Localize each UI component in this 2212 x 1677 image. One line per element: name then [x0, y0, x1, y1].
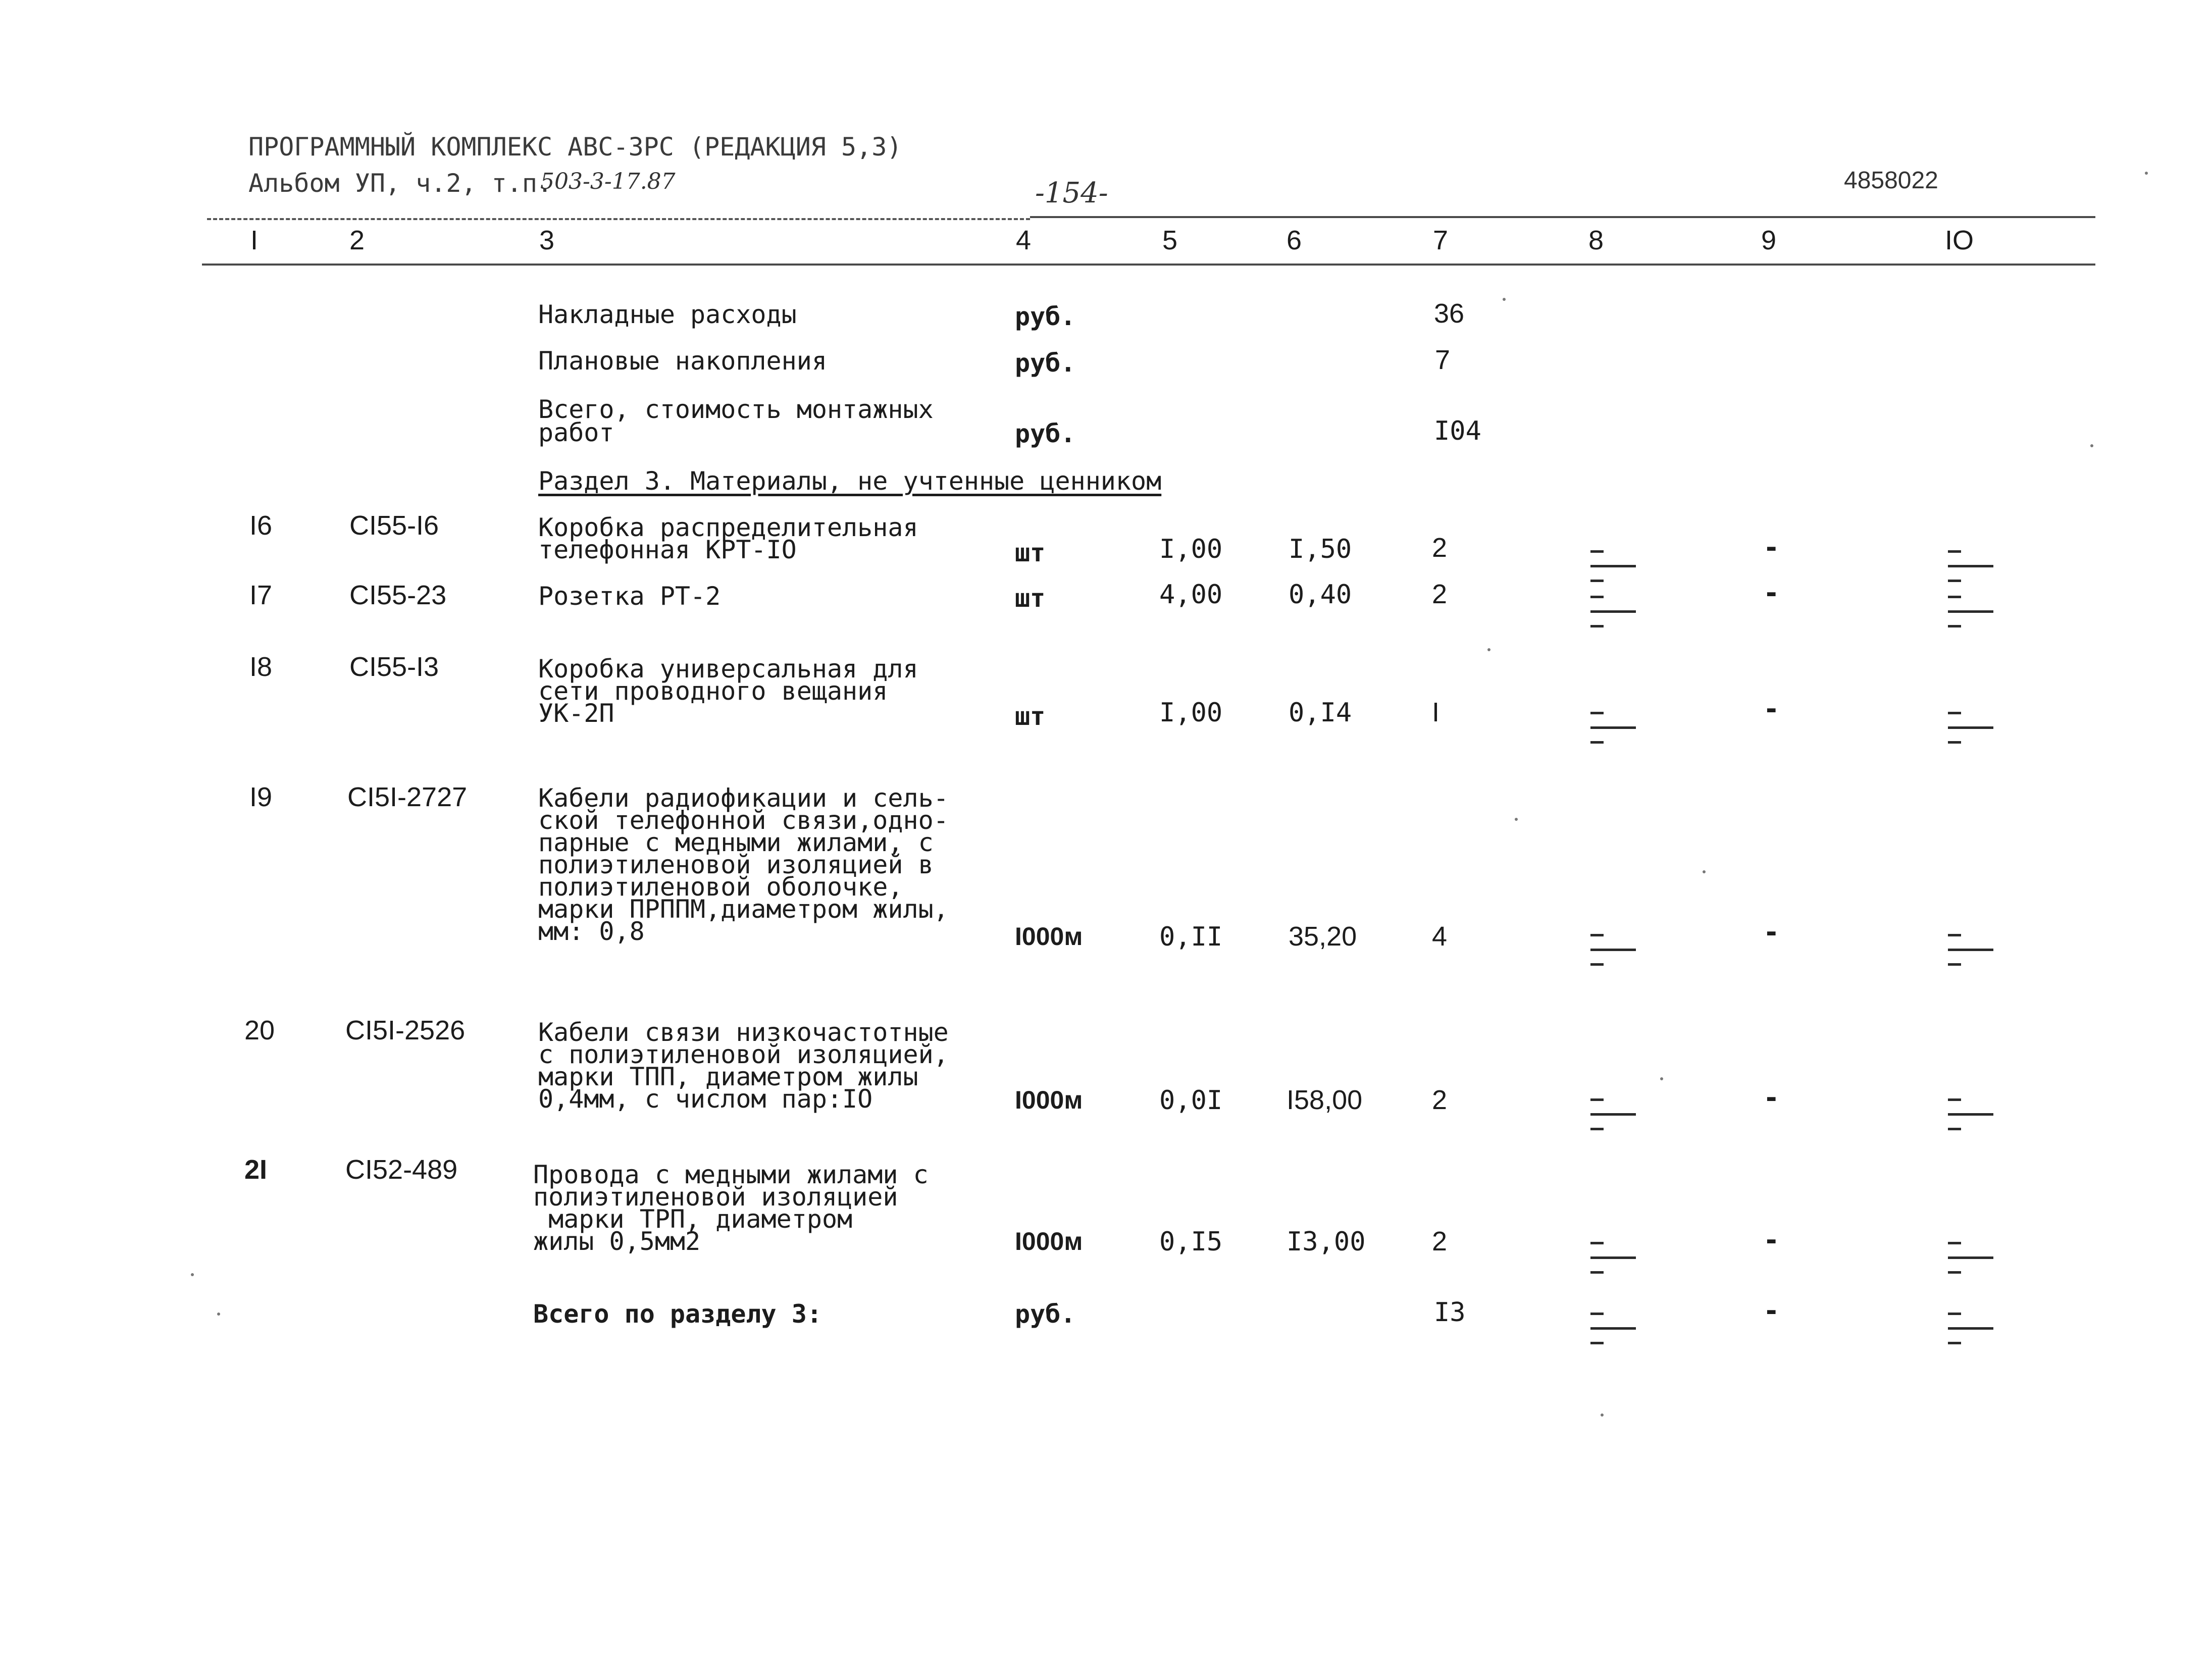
item-17-col10-dash-marks	[1948, 596, 1993, 640]
item-20-total: 2	[1432, 1085, 1448, 1115]
column-header-5: 5	[1162, 225, 1178, 255]
item-18-desc-line3: УК-2П	[538, 699, 614, 728]
item-16-qty: I,00	[1159, 534, 1223, 564]
item-18-total: I	[1432, 697, 1440, 727]
item-16-code: CI55-I6	[349, 510, 439, 541]
scan-speck	[1487, 648, 1490, 651]
header-top-rule-right	[1030, 216, 2095, 218]
scan-speck	[2090, 444, 2093, 447]
item-16-desc-line1: Коробка распределительная	[538, 513, 918, 542]
item-17-total: 2	[1432, 579, 1448, 609]
overhead-value: 36	[1434, 298, 1465, 329]
item-18-code: CI55-I3	[349, 652, 439, 682]
column-header-4: 4	[1016, 225, 1032, 255]
item-19-price: 35,20	[1289, 921, 1357, 952]
item-18-desc-line1: Коробка универсальная для	[538, 654, 918, 684]
section-3-total-col8-dash-marks	[1590, 1313, 1636, 1356]
program-header: ПРОГРАММНЫЙ КОМПЛЕКС АВС-ЗРС (РЕДАКЦИЯ 5,3)	[248, 132, 902, 162]
item-17-unit: шт	[1015, 584, 1046, 613]
item-20-col10-dash-marks	[1948, 1098, 1993, 1142]
item-16-col9-value: -	[1763, 532, 1780, 563]
item-18-col10-dash-marks	[1948, 712, 1993, 756]
item-18-desc-line2: сети проводного вещания	[538, 676, 888, 706]
installation-total-unit: руб.	[1015, 419, 1076, 448]
item-21-total: 2	[1432, 1226, 1448, 1256]
item-21-col9-value: -	[1763, 1224, 1780, 1256]
page-number: -154-	[1035, 177, 1108, 209]
item-17-number: I7	[249, 580, 273, 610]
scan-speck	[1515, 818, 1518, 821]
overhead-unit: руб.	[1015, 302, 1076, 331]
item-21-desc-line2: полиэтиленовой изоляцией	[533, 1182, 898, 1212]
item-17-desc-line1: Розетка РТ-2	[538, 582, 721, 611]
item-20-code: CI5I-2526	[345, 1015, 466, 1045]
item-17-col9-value: -	[1763, 577, 1780, 609]
section-3-total-unit: руб.	[1015, 1299, 1076, 1329]
item-19-unit: I000м	[1015, 922, 1083, 951]
scan-speck	[2145, 172, 2148, 175]
item-20-desc-line1: Кабели связи низкочастотные	[538, 1018, 949, 1047]
item-18-number: I8	[249, 652, 273, 682]
item-19-qty: 0,II	[1159, 922, 1223, 952]
item-21-desc-line1: Провода с медными жилами с	[533, 1160, 929, 1189]
column-header-1: I	[250, 225, 259, 255]
section-3-title: Раздел 3. Материалы, не учтенные ценником	[538, 466, 1162, 496]
column-header-6: 6	[1287, 225, 1302, 255]
scan-speck	[191, 1273, 194, 1276]
item-20-desc-line3: марки ТПП, диаметром жилы	[538, 1062, 918, 1091]
document-id: 4858022	[1844, 167, 1938, 194]
item-20-qty: 0,0I	[1159, 1085, 1223, 1116]
item-20-price: I58,00	[1287, 1085, 1363, 1115]
item-21-price: I3,00	[1287, 1227, 1366, 1257]
item-21-code: CI52-489	[345, 1155, 458, 1185]
item-18-price: 0,I4	[1289, 698, 1352, 728]
installation-total-label-line1: Всего, стоимость монтажных	[538, 395, 934, 424]
section-3-total-col10-dash-marks	[1948, 1313, 1993, 1356]
item-17-col8-dash-marks	[1590, 596, 1636, 640]
scan-speck	[1660, 1077, 1663, 1080]
item-17-price: 0,40	[1289, 580, 1352, 610]
item-16-col8-dash-marks	[1590, 550, 1636, 594]
header-top-rule-left	[207, 218, 1030, 220]
item-18-col9-value: -	[1763, 693, 1780, 725]
column-header-7: 7	[1433, 225, 1449, 255]
installation-total-label-line2: работ	[538, 418, 614, 447]
item-16-desc-line2: телефонная КРТ-IO	[538, 535, 797, 564]
item-21-unit: I000м	[1015, 1227, 1083, 1255]
installation-total-value: I04	[1434, 416, 1481, 446]
column-header-8: 8	[1588, 225, 1604, 255]
item-16-price: I,50	[1289, 534, 1352, 564]
item-21-qty: 0,I5	[1159, 1227, 1223, 1257]
item-21-desc-line3: марки ТРП, диаметром	[533, 1204, 853, 1234]
item-19-desc-line1: Кабели радиофикации и сель-	[538, 783, 949, 813]
item-16-col10-dash-marks	[1948, 550, 1993, 594]
item-16-total: 2	[1432, 533, 1448, 563]
item-19-total: 4	[1432, 921, 1448, 952]
item-19-number: I9	[249, 782, 273, 812]
item-19-desc-line6: марки ПРППМ,диаметром жилы,	[538, 895, 949, 924]
item-19-desc-line7: мм: 0,8	[538, 917, 645, 946]
item-18-col8-dash-marks	[1590, 712, 1636, 756]
item-17-code: CI55-23	[349, 580, 447, 610]
section-3-total-label: Всего по разделу 3:	[533, 1299, 822, 1329]
planned-savings-value: 7	[1435, 345, 1451, 375]
item-19-col8-dash-marks	[1590, 934, 1636, 978]
column-header-9: 9	[1761, 225, 1777, 255]
item-19-desc-line4: полиэтиленовой изоляцией в	[538, 850, 934, 879]
item-19-desc-line3: парные с медными жилами, с	[538, 828, 934, 857]
scan-speck	[1503, 298, 1506, 301]
item-18-qty: I,00	[1159, 698, 1223, 728]
section-3-total-col9-value: -	[1763, 1295, 1780, 1327]
item-19-col9-value: -	[1763, 916, 1780, 948]
item-21-number: 2I	[244, 1155, 268, 1185]
item-19-code: CI5I-2727	[347, 782, 468, 812]
item-19-desc-line5: полиэтиленовой оболочке,	[538, 872, 903, 902]
scan-speck	[1601, 1413, 1604, 1417]
item-20-desc-line4: 0,4мм, с числом пар:IO	[538, 1084, 873, 1114]
item-21-col8-dash-marks	[1590, 1242, 1636, 1286]
item-18-unit: шт	[1015, 702, 1046, 731]
item-20-col8-dash-marks	[1590, 1098, 1636, 1142]
column-header-2: 2	[349, 225, 365, 255]
header-bottom-rule	[202, 264, 2095, 266]
item-20-desc-line2: с полиэтиленовой изоляцией,	[538, 1040, 949, 1069]
planned-savings-label: Плановые накопления	[538, 346, 827, 376]
scan-speck	[1703, 870, 1706, 873]
item-20-col9-value: -	[1763, 1082, 1780, 1114]
column-header-3: 3	[539, 225, 555, 255]
item-20-unit: I000м	[1015, 1086, 1083, 1114]
item-16-number: I6	[249, 510, 273, 541]
section-3-total-value: I3	[1434, 1297, 1466, 1328]
scan-speck	[217, 1313, 220, 1316]
item-19-col10-dash-marks	[1948, 934, 1993, 978]
item-21-desc-line4: жилы 0,5мм2	[533, 1227, 701, 1256]
item-20-number: 20	[244, 1015, 275, 1045]
planned-savings-unit: руб.	[1015, 348, 1076, 378]
overhead-label: Накладные расходы	[538, 300, 797, 329]
item-16-unit: шт	[1015, 538, 1046, 567]
item-19-desc-line2: ской телефонной связи,одно-	[538, 806, 949, 835]
item-17-qty: 4,00	[1159, 580, 1223, 610]
album-project-number: 503-3-17.87	[540, 169, 676, 194]
item-21-col10-dash-marks	[1948, 1242, 1993, 1286]
album-label: Альбом УП, ч.2, т.п.	[248, 169, 553, 198]
column-header-10: IO	[1945, 225, 1974, 255]
